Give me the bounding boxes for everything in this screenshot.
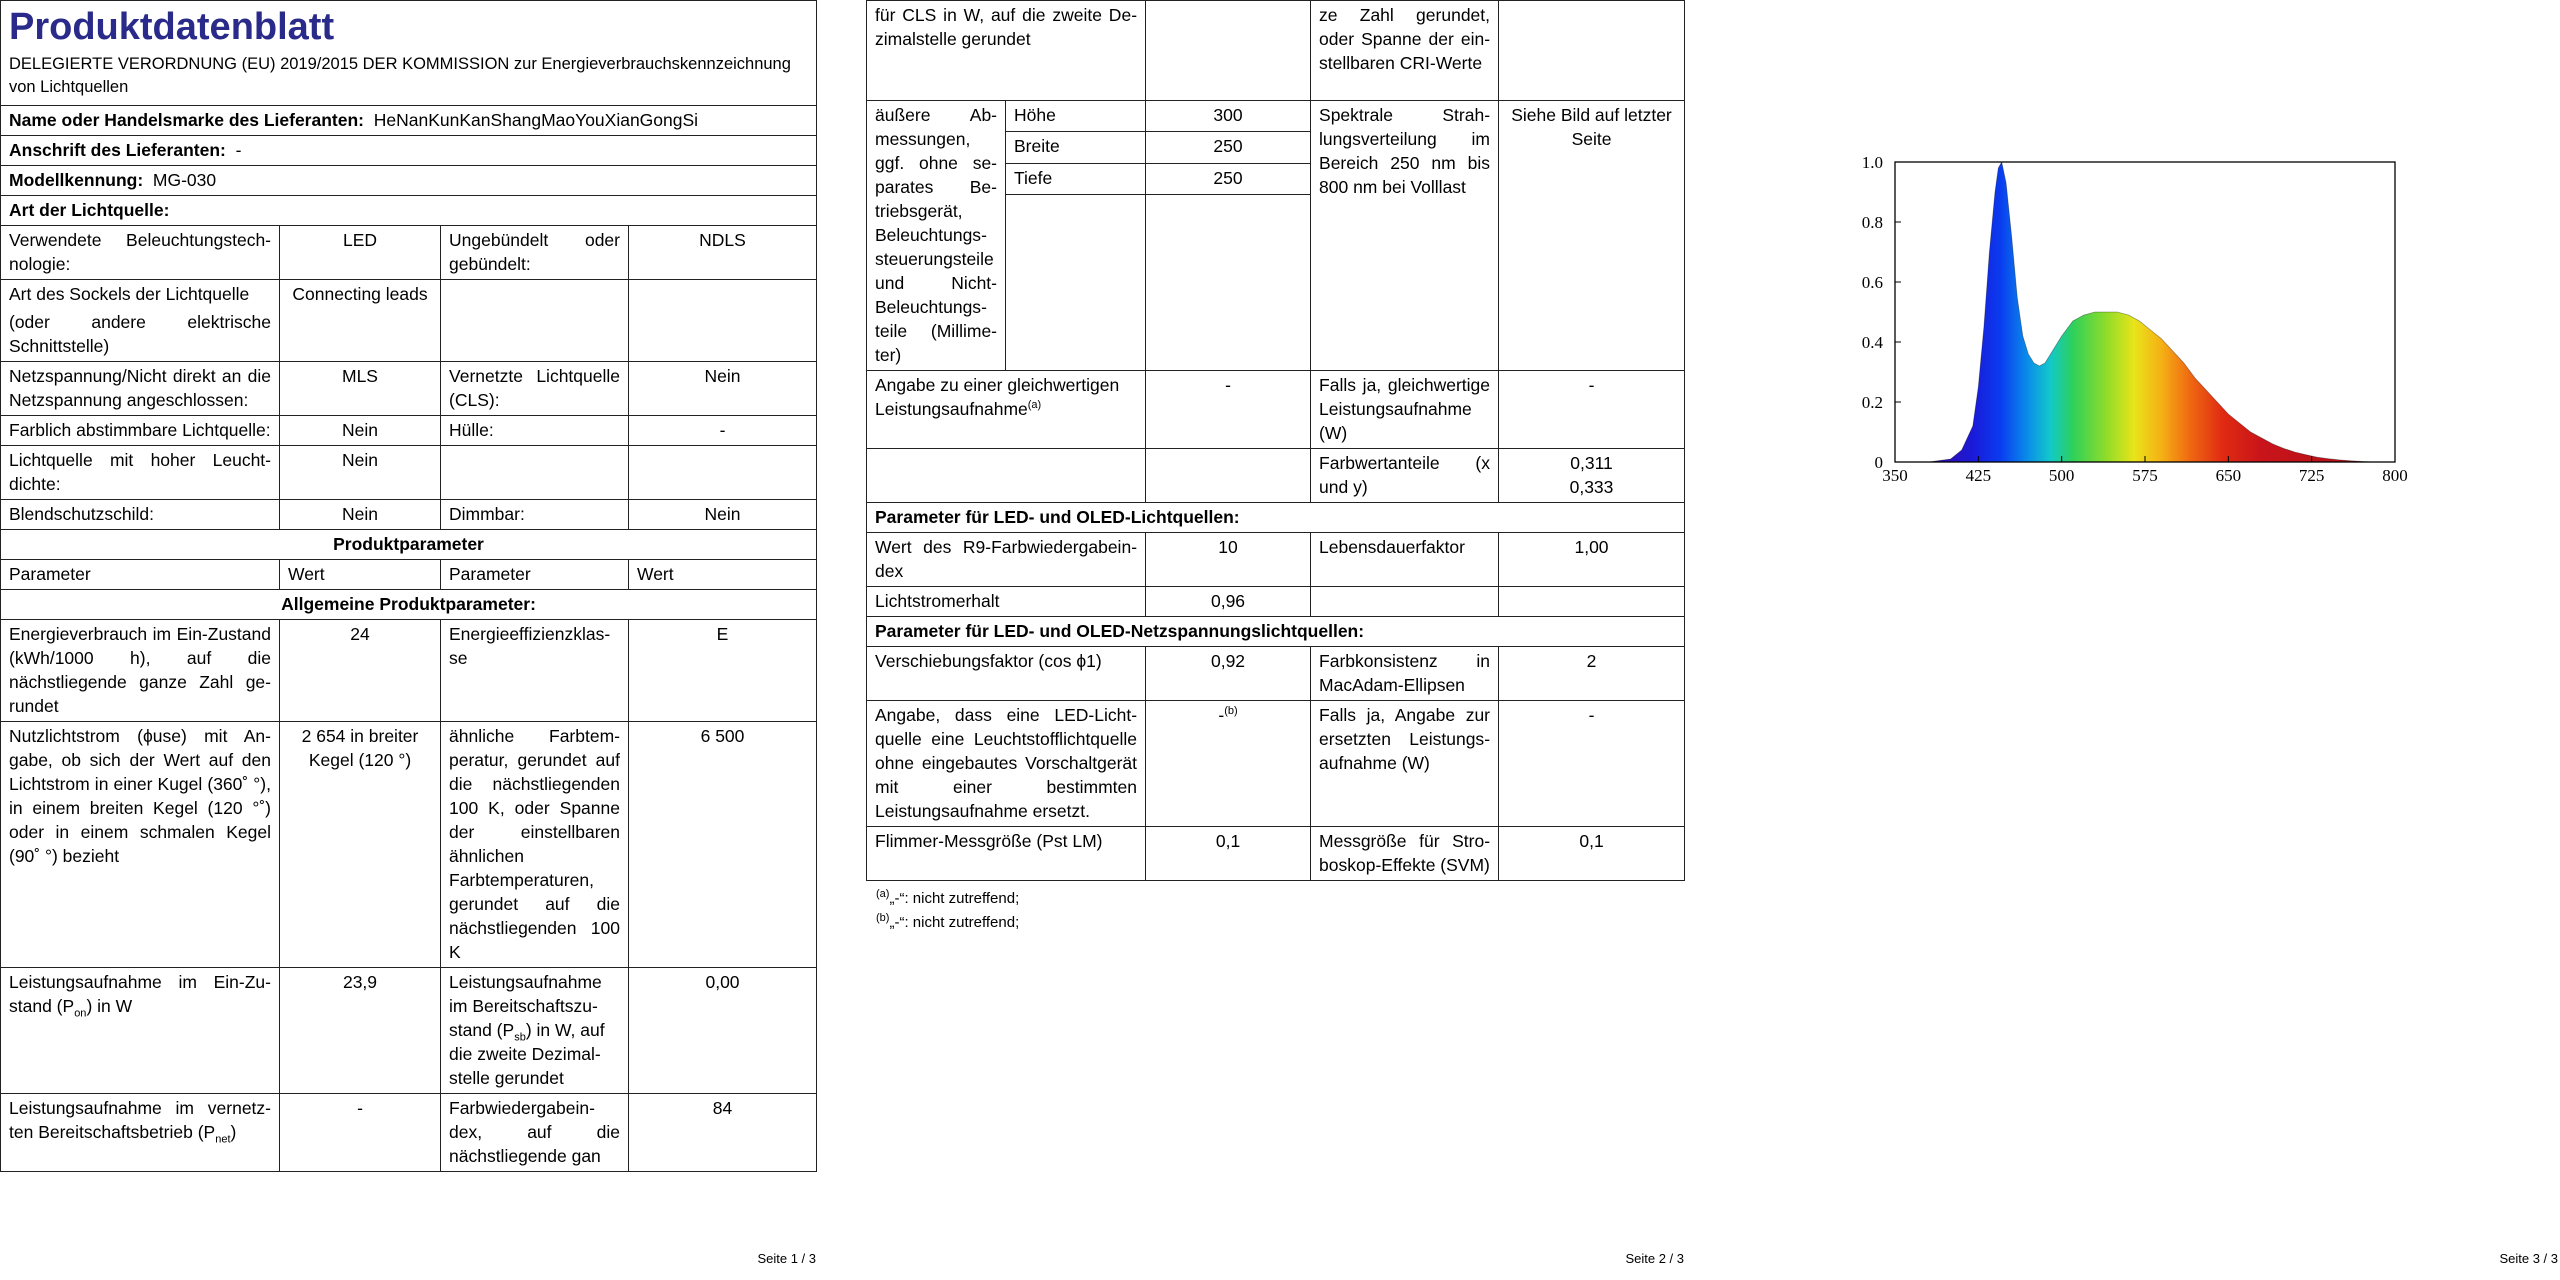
general-heading: Allgemeine Produktparameter: xyxy=(1,590,817,620)
spectrum-area xyxy=(1928,162,2373,462)
supplier-value: HeNanKunKanShangMaoYouXianGongSi xyxy=(373,110,699,130)
regulation-subtitle: DELEGIERTE VERORDNUNG (EU) 2019/2015 DER KOMMISSION zur Energieverbrauchskennzeichnung von Lichtquellen xyxy=(9,55,791,96)
page-title: Produktdatenblatt xyxy=(9,6,335,48)
survival-value: 1,00 xyxy=(1499,533,1685,587)
x-tick-label: 350 xyxy=(1882,466,1908,485)
energy-consumption-label: Energieverbrauch im Ein-Zustand (kWh/1000 h), auf die nächstliegende ganze Zahl gerundet xyxy=(1,620,280,722)
cct-value: 6 500 xyxy=(629,722,817,968)
high-luminance-value: Nein xyxy=(280,446,441,500)
chromaticity-y: 0,333 xyxy=(1569,477,1614,497)
dimensions-label: äußere Abmessungen, ggf. ohne separates Betriebsgerät, Beleuchtungssteuerungsteile und Nicht-Beleuchtungsteile (Millimeter) xyxy=(867,101,1006,371)
displacement-factor-value: 0,92 xyxy=(1146,647,1311,701)
dimmable-value: Nein xyxy=(629,500,817,530)
chromaticity-x: 0,311 xyxy=(1570,453,1613,473)
luminous-flux-label: Nutzlichtstrom (ϕuse) mit Angabe, ob sich der Wert auf den Lichtstrom in einer Kugel (360˚ °), in einem breiten Kegel (120 °˚) oder in einem schmalen Kegel (90˚ °) bezieht xyxy=(1,722,280,968)
svm-value: 0,1 xyxy=(1499,827,1685,881)
equivalent-power2-value: - xyxy=(1499,371,1685,449)
type-heading: Art der Lichtquelle: xyxy=(1,196,817,226)
footnote-b: $^{(b)}$„-“: nicht zutreffend; xyxy=(876,912,1020,931)
address-row xyxy=(1,136,817,166)
net-standby-label: Leistungsaufnahme im vernetzten Bereitschaftsbetrieb $(P_{net})$ xyxy=(1,1094,280,1172)
x-tick-label: 425 xyxy=(1965,466,1992,485)
displacement-factor-label: Verschiebungsfaktor (cos ϕ1) xyxy=(867,647,1146,701)
standby-power-value: 0,00 xyxy=(629,968,817,1094)
cri-value: 84 xyxy=(629,1094,817,1172)
x-tick-label: 725 xyxy=(2298,466,2325,485)
anti-glare-value: Nein xyxy=(280,500,441,530)
tunable-label: Farblich abstimmbare Lichtquelle: xyxy=(1,416,280,446)
cct-label: ähnliche Farbtemperatur, gerundet auf die nächstliegenden 100 K, oder Spanne der einstellbaren ähnlichen Farbtemperaturen, gerundet auf die nächstliegenden 100 K xyxy=(441,722,629,968)
x-tick-label: 650 xyxy=(2215,466,2242,485)
cap-label xyxy=(1,280,280,362)
flicker-value: 0,1 xyxy=(1146,827,1311,881)
efficiency-class-label: Energieeffizienzklasse xyxy=(441,620,629,722)
cls-label: Vernetzte Lichtquelle (CLS): xyxy=(441,362,629,416)
y-tick-label: 0 xyxy=(1874,453,1883,472)
mains-label: Netzspannung/Nicht direkt an die Netzspannung angeschlossen: xyxy=(1,362,280,416)
chromaticity-label: Farbwertanteile (x und y) xyxy=(1311,449,1499,503)
standby-power-label: Leistungsaufnahme im Bereitschaftszustand $(P_{sb})$ in W, auf die zweite Dezimalstelle gerundet xyxy=(441,968,629,1094)
spectral-distribution-chart xyxy=(1716,140,2560,500)
x-tick-label: 800 xyxy=(2382,466,2408,485)
width-label: Breite xyxy=(1006,132,1146,163)
page-3 xyxy=(1716,0,2560,1280)
footnote-a: $^{(a)}$„-“: nicht zutreffend; xyxy=(876,888,1020,907)
width-value: 250 xyxy=(1146,132,1311,163)
model-value: MG-030 xyxy=(152,170,217,190)
page-2 xyxy=(866,0,1684,1280)
y-tick-label: 0.4 xyxy=(1861,333,1883,352)
energy-consumption-value: 24 xyxy=(280,620,441,722)
cap-label-line1: Art des Sockels der Lichtquelle xyxy=(9,284,250,304)
directional-value: NDLS xyxy=(629,226,817,280)
y-tick-label: 1.0 xyxy=(1861,153,1883,172)
datasheet-table-1 xyxy=(0,0,817,1172)
x-tick-label: 575 xyxy=(2132,466,2158,485)
spd-label: Spektrale Strahlungsverteilung im Bereich 250 nm bis 800 nm bei Volllast xyxy=(1311,101,1499,371)
cri-label-cont: ze Zahl gerundet, oder Spanne der einstellbaren CRI-Werte xyxy=(1311,1,1499,101)
depth-value: 250 xyxy=(1146,163,1311,194)
params-heading: Produktparameter xyxy=(1,530,817,560)
address-value: - xyxy=(235,140,242,160)
tech-value: LED xyxy=(280,226,441,280)
depth-label: Tiefe xyxy=(1006,163,1146,194)
flicker-label: Flimmer-Messgröße (Pst LM) xyxy=(867,827,1146,881)
led-heading: Parameter für LED- und OLED-Lichtquellen: xyxy=(867,503,1685,533)
datasheet-table-2 xyxy=(866,0,1685,881)
equivalent-power-label: Angabe zu einer gleichwertigen Leistungsaufnahme$^{(a)}$ xyxy=(867,371,1146,449)
lumen-maintenance-label: Lichtstromerhalt xyxy=(867,587,1146,617)
y-tick-label: 0.6 xyxy=(1861,273,1883,292)
cap-value: Connecting leads xyxy=(280,280,441,362)
luminous-flux-value: 2 654 in breiter Kegel (120 °) xyxy=(280,722,441,968)
page-number: Seite 3 / 3 xyxy=(2499,1251,2558,1266)
chromaticity-value xyxy=(1499,449,1685,503)
col-header-param-1: Parameter xyxy=(1,560,280,590)
mains-value: MLS xyxy=(280,362,441,416)
page-number: Seite 1 / 3 xyxy=(757,1251,816,1266)
colour-consistency-value: 2 xyxy=(1499,647,1685,701)
cls-value: Nein xyxy=(629,362,817,416)
equivalent-power2-label: Falls ja, gleichwertige Leistungsaufnahme (W) xyxy=(1311,371,1499,449)
spd-value: Siehe Bild auf letzter Seite xyxy=(1499,101,1685,371)
tech-label: Verwendete Beleuchtungstechnologie: xyxy=(1,226,280,280)
net-standby-value: - xyxy=(280,1094,441,1172)
high-luminance-label: Lichtquelle mit hoher Leuchtdichte: xyxy=(1,446,280,500)
model-label: Modellkennung: xyxy=(9,170,144,190)
height-label: Höhe xyxy=(1006,101,1146,132)
r9-label: Wert des R9-Farbwiedergabeindex xyxy=(867,533,1146,587)
replacement-label: Angabe, dass eine LED-Lichtquelle eine Leuchtstofflichtquelle ohne eingebautes Vorschaltgerät mit einer bestimmten Leistungsaufnahme ersetzt. xyxy=(867,701,1146,827)
svm-label: Messgröße für Stroboskop-Effekte (SVM) xyxy=(1311,827,1499,881)
envelope-value: - xyxy=(629,416,817,446)
anti-glare-label: Blendschutzschild: xyxy=(1,500,280,530)
r9-value: 10 xyxy=(1146,533,1311,587)
height-value: 300 xyxy=(1146,101,1311,132)
col-header-param-2: Parameter xyxy=(441,560,629,590)
col-header-value-2: Wert xyxy=(629,560,817,590)
directional-label: Ungebündelt oder gebündelt: xyxy=(441,226,629,280)
address-label: Anschrift des Lieferanten: xyxy=(9,140,226,160)
cap-label-line2: (oder andere elektrische Schnittstelle) xyxy=(9,312,271,356)
page-number: Seite 2 / 3 xyxy=(1625,1251,1684,1266)
supplier-row xyxy=(1,106,817,136)
envelope-label: Hülle: xyxy=(441,416,629,446)
col-header-value-1: Wert xyxy=(280,560,441,590)
equivalent-power-value: - xyxy=(1146,371,1311,449)
tunable-value: Nein xyxy=(280,416,441,446)
x-tick-label: 500 xyxy=(2048,466,2075,485)
mains-heading: Parameter für LED- und OLED-Netzspannungslichtquellen: xyxy=(867,617,1685,647)
replacement-value: -$^{(b)}$ xyxy=(1146,701,1311,827)
supplier-label: Name oder Handelsmarke des Lieferanten: xyxy=(9,110,364,130)
efficiency-class-value: E xyxy=(629,620,817,722)
model-row xyxy=(1,166,817,196)
colour-consistency-label: Farbkonsistenz in MacAdam-Ellipsen xyxy=(1311,647,1499,701)
dimmable-label: Dimmbar: xyxy=(441,500,629,530)
cri-label: Farbwiedergabeindex, auf die nächstliegende gan xyxy=(441,1094,629,1172)
lumen-maintenance-value: 0,96 xyxy=(1146,587,1311,617)
survival-label: Lebensdauerfaktor xyxy=(1311,533,1499,587)
cls-standby-label: für CLS in W, auf die zweite Dezimalstelle gerundet xyxy=(867,1,1146,101)
on-power-label: Leistungsaufnahme im Ein-Zustand $(P_{on})$ in W xyxy=(1,968,280,1094)
replacement2-label: Falls ja, Angabe zur ersetzten Leistungsaufnahme (W) xyxy=(1311,701,1499,827)
y-tick-label: 0.2 xyxy=(1861,393,1883,412)
replacement2-value: - xyxy=(1499,701,1685,827)
page-1 xyxy=(0,0,816,1280)
on-power-value: 23,9 xyxy=(280,968,441,1094)
y-tick-label: 0.8 xyxy=(1861,213,1883,232)
